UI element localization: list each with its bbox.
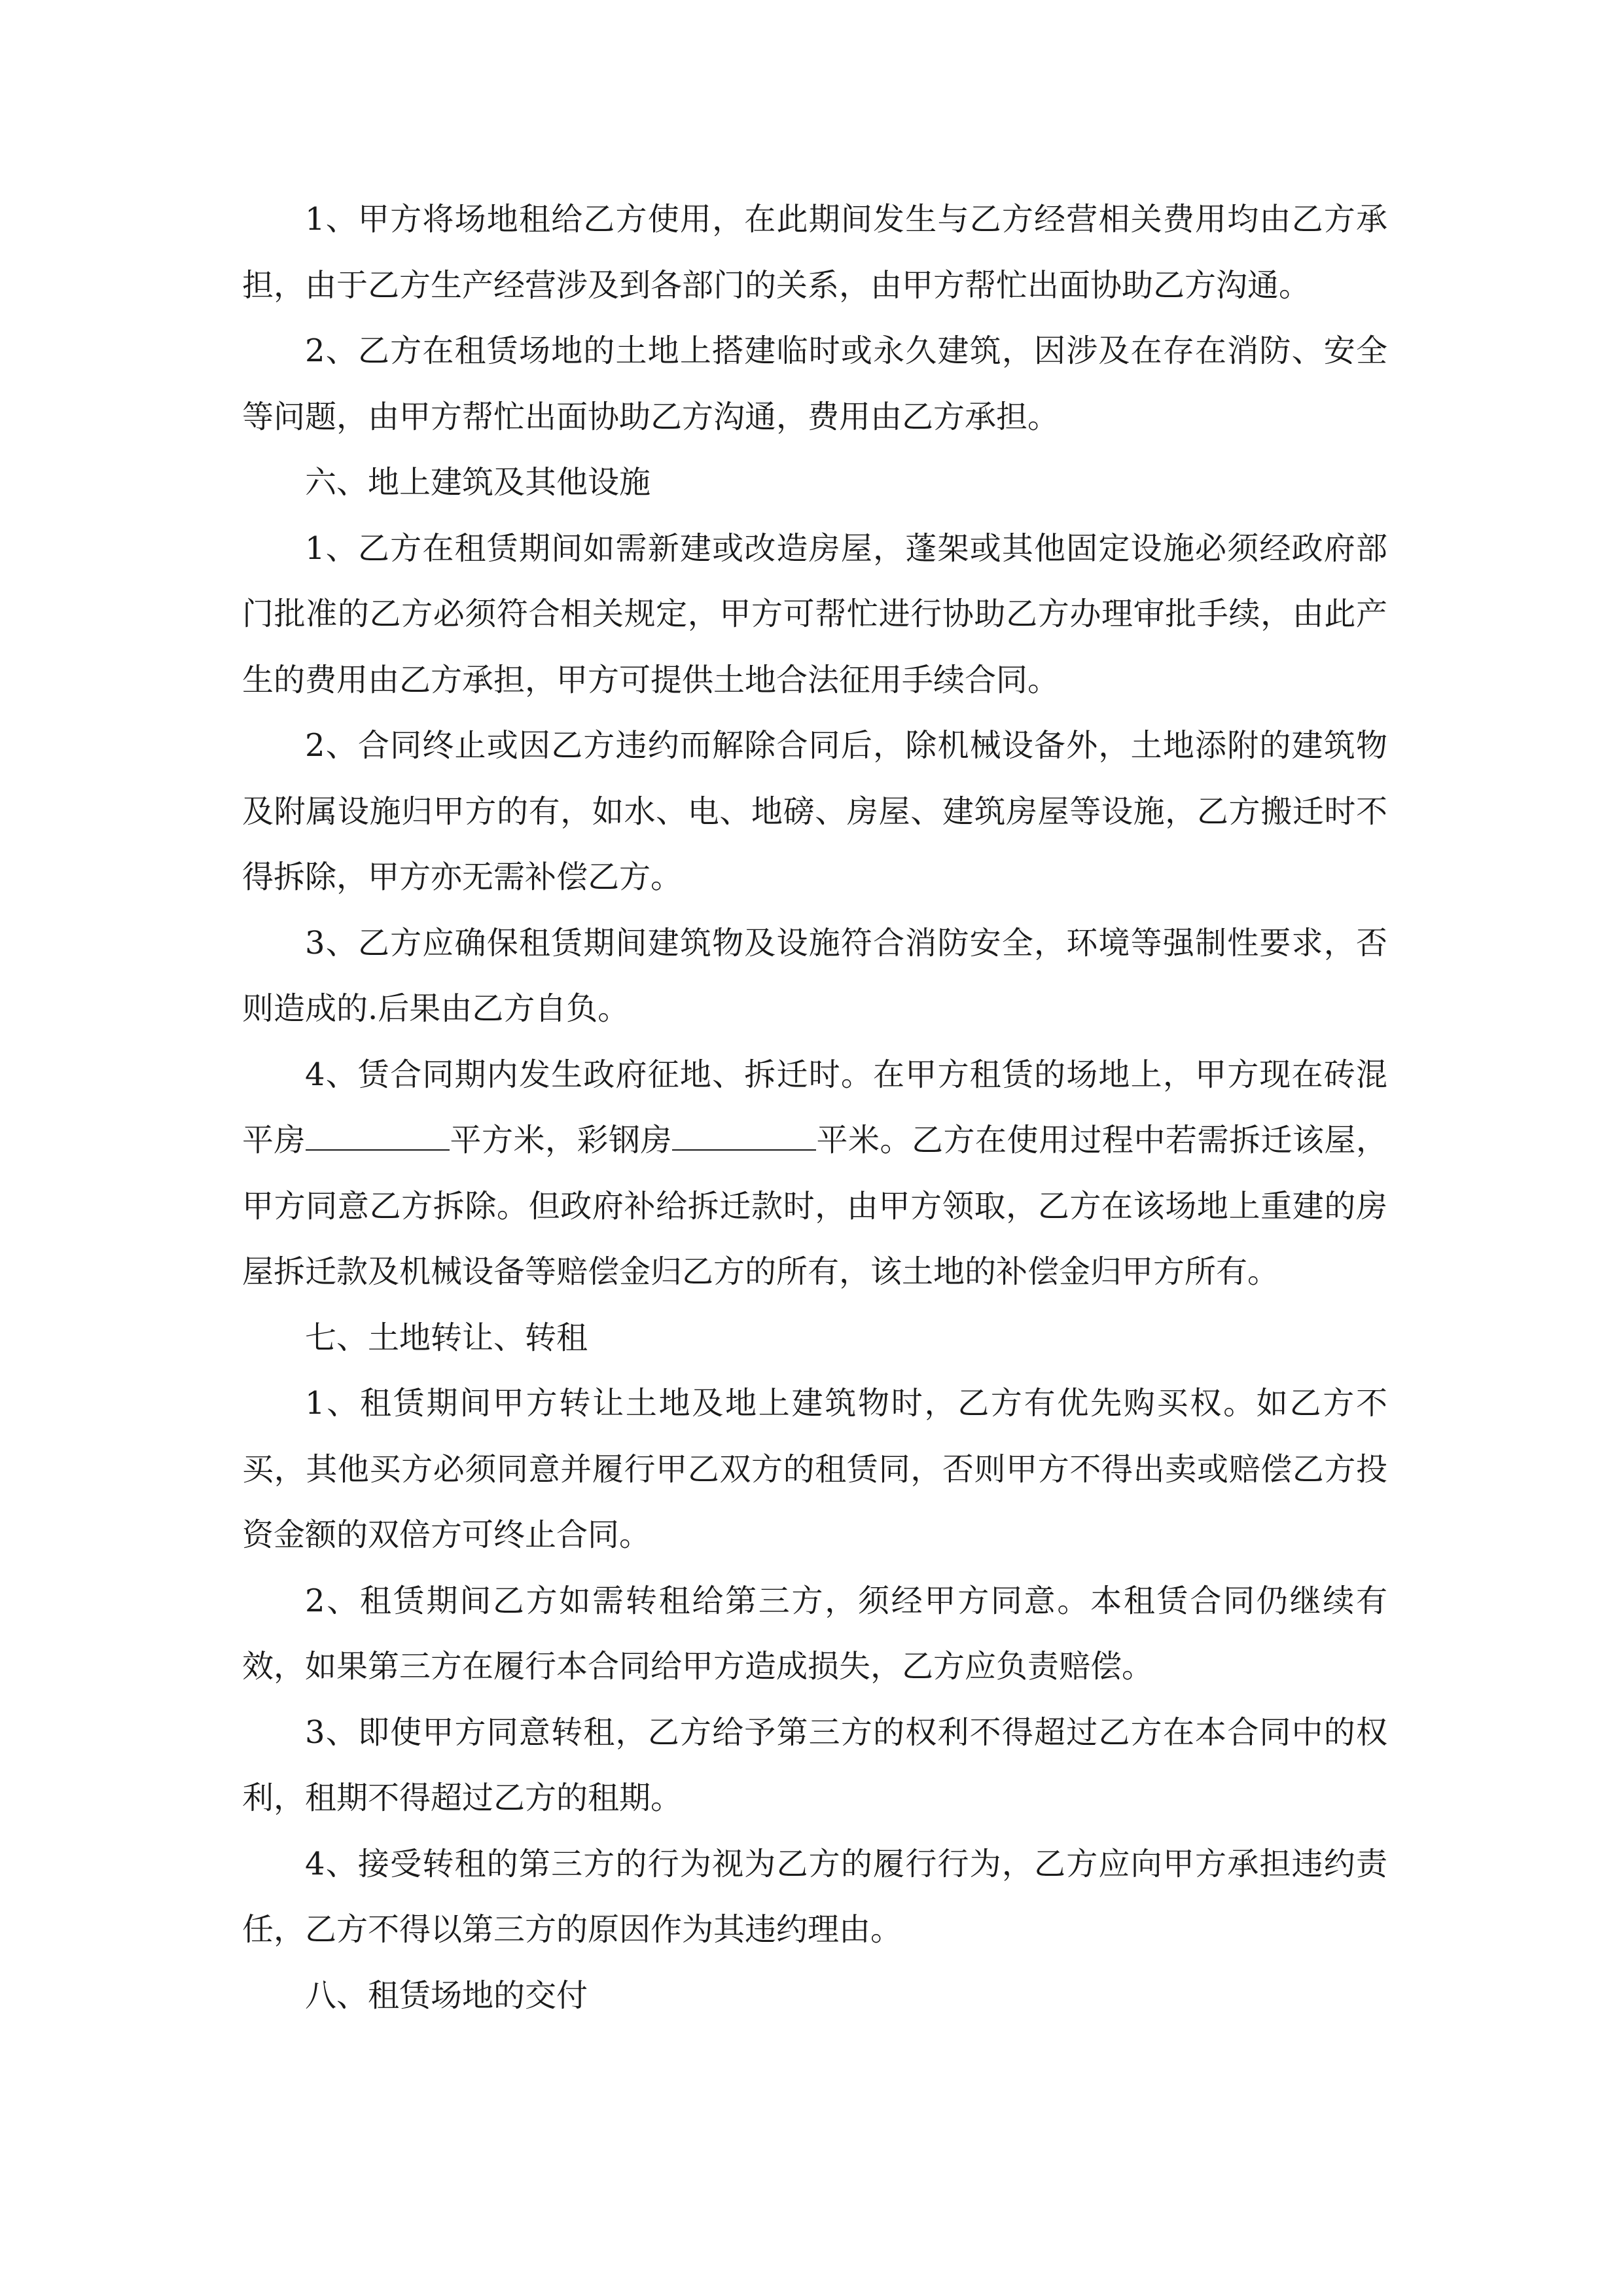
clause-paragraph: 4、接受转租的第三方的行为视为乙方的履行行为，乙方应向甲方承担违约责任，乙方不得以第三方的原因作为其违约理由。: [242, 1845, 1387, 1948]
clause-paragraph: 2、乙方在租赁场地的土地上搭建临时或永久建筑，因涉及在存在消防、安全等问题，由甲方帮忙出面协助乙方沟通，费用由乙方承担。: [242, 332, 1387, 435]
clause-paragraph-demolition: [242, 1042, 1387, 1305]
fill-in-blank-brick-house-area[interactable]: [306, 1122, 450, 1151]
clause-text: 平方米，彩钢房: [450, 1122, 672, 1158]
clause-paragraph: 1、甲方将场地租给乙方使用，在此期间发生与乙方经营相关费用均由乙方承担，由于乙方生产经营涉及到各部门的关系，由甲方帮忙出面协助乙方沟通。: [242, 201, 1387, 304]
clause-paragraph: 1、租赁期间甲方转让土地及地上建筑物时，乙方有优先购买权。如乙方不买，其他买方必须同意并履行甲乙双方的租赁同，否则甲方不得出卖或赔偿乙方投资金额的双倍方可终止合同。: [242, 1385, 1387, 1553]
clause-text: 4、赁合同期内发生政府征地、拆迁时。在甲方租赁的场地上，甲方现在砖混平房: [242, 1056, 1387, 1158]
section-heading: 六、地上建筑及其他设施: [305, 464, 651, 501]
clause-paragraph: 1、乙方在租赁期间如需新建或改造房屋，蓬架或其他固定设施必须经政府部门批准的乙方必须符合相关规定，甲方可帮忙进行协助乙方办理审批手续，由此产生的费用由乙方承担，甲方可提供土地合法征用手续合同。: [242, 529, 1387, 698]
clause-paragraph: 3、即使甲方同意转租，乙方给予第三方的权利不得超过乙方在本合同中的权利，租期不得超过乙方的租期。: [242, 1713, 1387, 1816]
section-heading: 七、土地转让、转租: [305, 1319, 588, 1356]
clause-text: 平米。乙方在使用过程中若需拆迁该屋，甲方同意乙方拆除。但政府补给拆迁款时，由甲方领取，乙方在该场地上重建的房屋拆迁款及机械设备等赔偿金归乙方的所有，该土地的补偿金归甲方所有。: [242, 1122, 1387, 1290]
clause-paragraph: 2、合同终止或因乙方违约而解除合同后，除机械设备外，土地添附的建筑物及附属设施归甲方的有，如水、电、地磅、房屋、建筑房屋等设施，乙方搬迁时不得拆除，甲方亦无需补偿乙方。: [242, 727, 1387, 895]
clause-paragraph: 3、乙方应确保租赁期间建筑物及设施符合消防安全，环境等强制性要求，否则造成的.后果由乙方自负。: [242, 924, 1387, 1027]
section-heading: 八、租赁场地的交付: [305, 1977, 588, 2014]
fill-in-blank-steel-house-area[interactable]: [672, 1122, 816, 1151]
clause-paragraph: 2、租赁期间乙方如需转租给第三方，须经甲方同意。本租赁合同仍继续有效，如果第三方在履行本合同给甲方造成损失，乙方应负责赔偿。: [242, 1582, 1387, 1685]
document-body: [242, 187, 1387, 2028]
